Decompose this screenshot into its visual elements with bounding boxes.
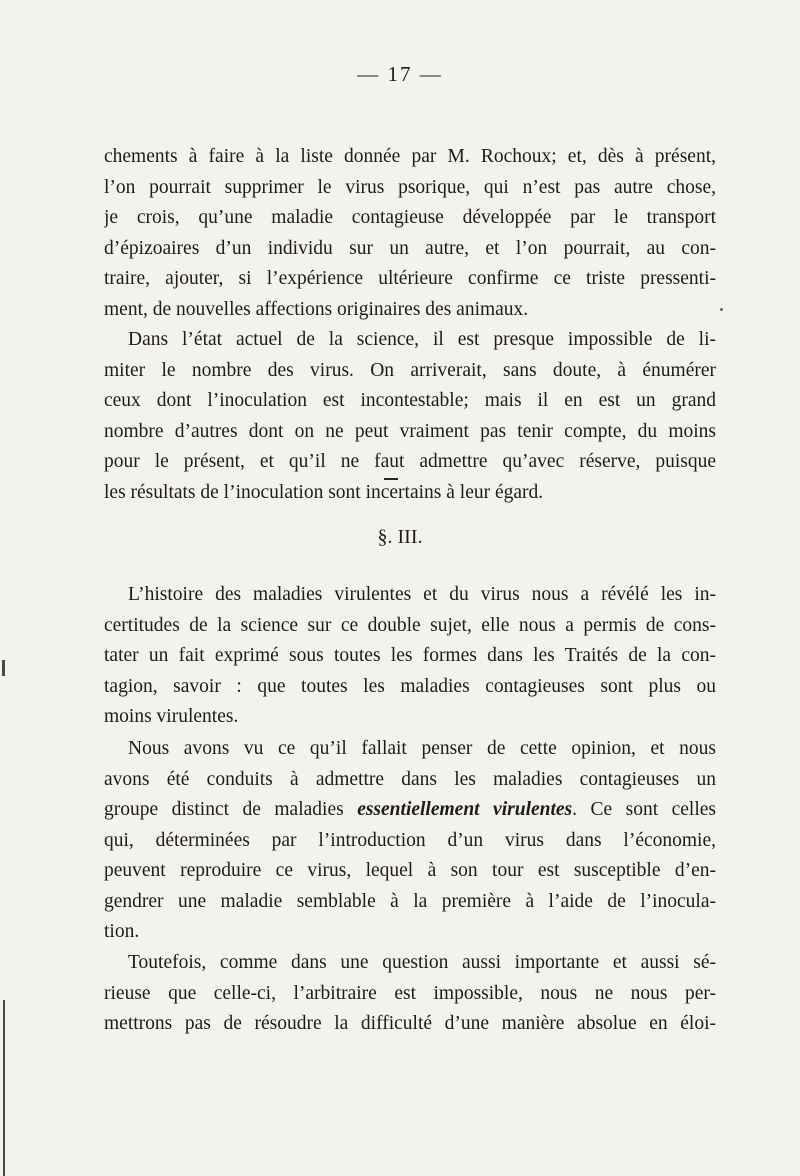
scan-artifact [3,1000,5,1176]
text-line: miter le nombre des virus. On arriverait, sans doute, à énumérer [104,359,716,381]
text-line: Nous avons vu ce qu’il fallait penser de cette opinion, et nous [128,738,716,759]
text-line: traire, ajouter, si l’expérience ultérieure confirme ce triste pressenti- [104,268,716,289]
text-line-with-emphasis [104,795,716,826]
text-line: tater un fait exprimé sous toutes les formes dans les Traités de la con- [104,645,716,666]
text-fragment: . Ce sont celles [572,799,716,820]
text-line: d’épizoaires d’un individu sur un autre, et l’on pourrait, au con- [104,237,716,259]
scan-artifact [2,660,5,676]
text-line: ment, de nouvelles affections originaires des animaux. [104,298,529,320]
text-line: nombre d’autres dont on ne peut vraiment pas tenir compte, du moins [104,420,716,442]
paragraph-3 [104,580,716,733]
section-separator-dash [384,478,398,480]
text-line: qui, déterminées par l’introduction d’un virus dans l’économie, [104,829,716,851]
text-line: pour le présent, et qu’il ne faut admettre qu’avec réserve, puisque [104,451,716,472]
paragraph-4 [104,734,716,948]
paragraph-5 [104,948,716,1040]
text-line: Toutefois, comme dans une question aussi importante et aussi sé- [128,952,716,973]
text-line: rieuse que celle-ci, l’arbitraire est impossible, nous ne nous per- [104,982,716,1004]
text-line: moins virulentes. [104,706,239,727]
text-line: ceux dont l’inoculation est incontestable; mais il en est un grand [104,390,716,411]
text-line: Dans l’état actuel de la science, il est presque impossible de li- [128,329,716,350]
emphasized-term: essentiellement virulentes [357,799,573,820]
text-line: les résultats de l’inoculation sont incertains à leur égard. [104,481,544,503]
text-line: je crois, qu’une maladie contagieuse développée par le transport [104,207,716,228]
text-line: certitudes de la science sur ce double sujet, elle nous a permis de cons- [104,614,716,636]
text-line: tion. [104,921,140,942]
page-number-header: — 17 — [357,62,443,86]
text-line: avons été conduits à admettre dans les maladies contagieuses un [104,768,716,790]
text-line: peuvent reproduire ce virus, lequel à son tour est susceptible d’en- [104,860,716,881]
text-fragment: groupe distinct de maladies [104,799,358,820]
text-line: mettrons pas de résoudre la difficulté d’une manière absolue en éloi- [104,1013,716,1034]
text-line: chements à faire à la liste donnée par M. Rochoux; et, dès à présent, [104,146,716,167]
paragraph-1 [104,142,716,325]
text-line: l’on pourrait supprimer le virus psorique, qui n’est pas autre chose, [104,176,716,198]
scan-speck [720,308,723,311]
paragraph-2 [104,325,716,508]
text-line: gendrer une maladie semblable à la première à l’aide de l’inocula- [104,890,716,912]
text-line: L’histoire des maladies virulentes et du virus nous a révélé les in- [128,584,716,605]
text-line: tagion, savoir : que toutes les maladies contagieuses sont plus ou [104,675,716,697]
section-heading: §. III. [377,526,423,548]
